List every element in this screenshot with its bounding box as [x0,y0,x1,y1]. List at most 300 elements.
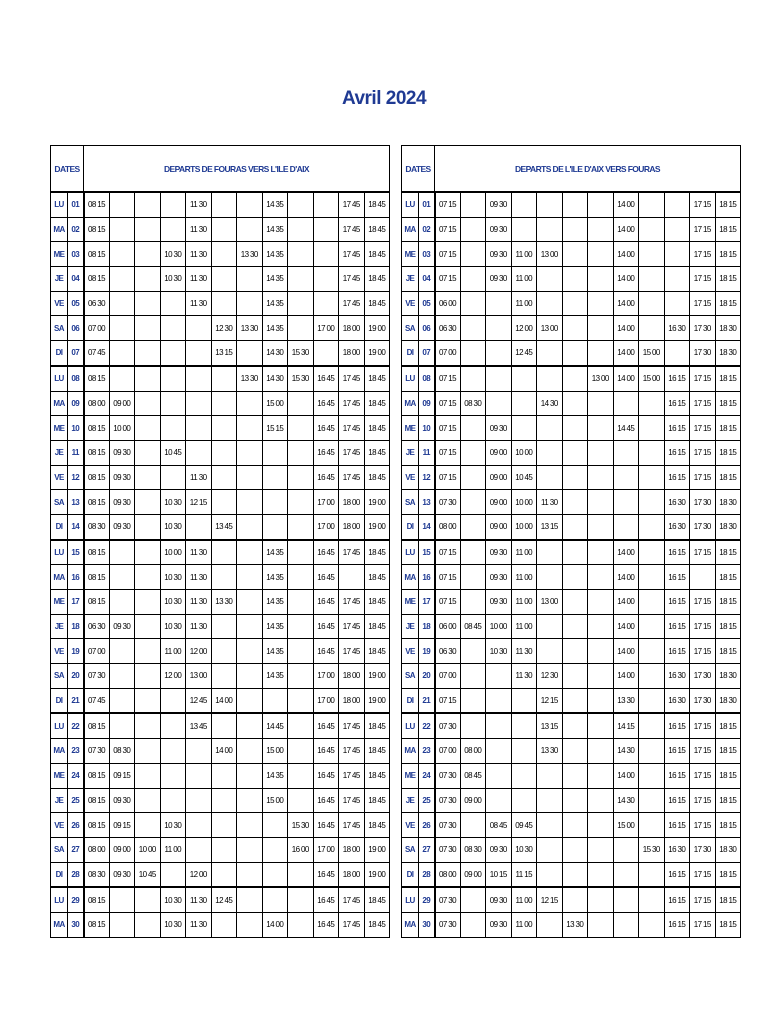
departure-time-cell: 17 15 [690,813,716,838]
date-number-cell: 19 [419,639,435,664]
departure-time-cell [690,565,716,590]
departure-time-cell: 14 00 [613,291,639,316]
departure-time-cell [237,514,263,539]
departure-time-cell [460,291,486,316]
departure-time-cell: 17 00 [313,664,339,689]
departure-time-cell [160,366,186,391]
departure-time-cell: 08 15 [84,366,110,391]
departure-time-cell: 13 15 [537,713,563,738]
departure-time-cell [613,440,639,465]
departure-time-cell: 13 00 [537,590,563,615]
weekday-cell: SA [402,837,419,862]
departure-time-cell [135,465,161,490]
weekday-cell: ME [51,763,68,788]
departure-time-cell [664,341,690,366]
date-number-cell: 27 [419,837,435,862]
departure-time-cell [237,565,263,590]
departure-time-cell [460,416,486,441]
departure-time-cell [186,341,212,366]
departure-time-cell [588,713,614,738]
departure-time-cell: 10 00 [511,440,537,465]
weekday-cell: VE [51,465,68,490]
table-row [402,416,741,441]
departure-time-cell: 13 30 [537,739,563,764]
departure-time-cell: 07 30 [84,664,110,689]
departure-time-cell: 11 30 [186,291,212,316]
departure-time-cell [237,763,263,788]
departure-time-cell [211,291,237,316]
departure-time-cell: 18 15 [715,391,741,416]
departure-time-cell [639,614,665,639]
departure-time-cell [588,565,614,590]
weekday-cell: JE [51,614,68,639]
departure-time-cell [511,788,537,813]
table-row [402,565,741,590]
departure-time-cell: 13 30 [237,366,263,391]
departure-time-cell: 08 15 [84,763,110,788]
departure-time-cell: 17 15 [690,862,716,887]
departure-time-cell [109,341,135,366]
departure-time-cell: 14 00 [613,540,639,565]
departure-time-cell [135,912,161,937]
departure-time-cell: 17 45 [339,788,365,813]
departure-time-cell: 11 30 [186,887,212,912]
date-number-cell: 09 [419,391,435,416]
weekday-cell: MA [402,391,419,416]
departure-time-cell: 18 00 [339,862,365,887]
departure-time-cell: 09 30 [109,514,135,539]
departure-time-cell [588,490,614,515]
departure-time-cell: 17 15 [690,465,716,490]
departure-time-cell: 11 30 [186,565,212,590]
table-row [402,514,741,539]
weekday-cell: MA [51,739,68,764]
departure-time-cell: 18 45 [364,739,390,764]
departure-time-cell [639,565,665,590]
departure-time-cell: 17 15 [690,192,716,217]
departure-time-cell [664,291,690,316]
departure-time-cell: 18 30 [715,514,741,539]
departure-time-cell [288,664,314,689]
departure-time-cell [262,465,288,490]
departure-time-cell: 14 00 [613,242,639,267]
table-row [51,688,390,713]
departure-time-cell: 09 30 [486,416,512,441]
table-fouras-to-aix [50,145,390,938]
departure-time-cell: 08 00 [84,837,110,862]
departure-time-cell [588,465,614,490]
departure-time-cell: 14 35 [262,590,288,615]
departure-time-cell: 09 30 [486,267,512,292]
departure-time-cell: 16 15 [664,912,690,937]
departure-time-cell [537,639,563,664]
weekday-cell: ME [402,416,419,441]
departure-time-cell: 11 00 [511,614,537,639]
date-number-cell: 15 [68,540,84,565]
table-row [51,465,390,490]
departure-time-cell: 06 30 [435,316,461,341]
departure-time-cell: 18 15 [715,192,741,217]
departure-time-cell: 10 30 [160,614,186,639]
departure-time-cell: 12 15 [537,887,563,912]
departure-time-cell: 16 30 [664,664,690,689]
departure-time-cell: 09 00 [486,465,512,490]
departure-time-cell [537,217,563,242]
departure-time-cell [460,540,486,565]
departure-time-cell: 17 30 [690,514,716,539]
table-row [51,440,390,465]
departure-time-cell: 11 15 [511,862,537,887]
departure-time-cell [262,490,288,515]
date-number-cell: 17 [419,590,435,615]
departure-time-cell: 16 15 [664,366,690,391]
departure-time-cell: 13 15 [211,341,237,366]
departure-time-cell [460,465,486,490]
departure-time-cell [639,862,665,887]
departure-time-cell: 08 15 [84,217,110,242]
departure-time-cell: 17 45 [339,192,365,217]
departure-time-cell: 16 45 [313,614,339,639]
table-row [51,837,390,862]
departure-time-cell [588,514,614,539]
departure-time-cell [237,540,263,565]
departure-time-cell [237,267,263,292]
departure-time-cell [262,862,288,887]
departure-time-cell [562,514,588,539]
weekday-cell: VE [402,291,419,316]
weekday-cell: DI [51,514,68,539]
departure-time-cell: 16 15 [664,540,690,565]
departure-time-cell: 07 15 [435,366,461,391]
departure-time-cell: 16 45 [313,440,339,465]
date-number-cell: 17 [68,590,84,615]
date-number-cell: 11 [68,440,84,465]
departure-time-cell: 18 45 [364,763,390,788]
departure-time-cell [486,763,512,788]
departure-time-cell: 08 15 [84,267,110,292]
departure-time-cell [562,391,588,416]
departure-time-cell: 09 30 [109,440,135,465]
date-number-cell: 13 [419,490,435,515]
departure-time-cell [313,242,339,267]
departure-time-cell: 07 00 [435,341,461,366]
departure-time-cell [135,490,161,515]
departure-time-cell [109,887,135,912]
date-number-cell: 07 [68,341,84,366]
weekday-cell: ME [51,416,68,441]
departure-time-cell: 07 15 [435,590,461,615]
departure-time-cell: 16 45 [313,739,339,764]
departure-time-cell [613,465,639,490]
departure-time-cell: 18 30 [715,688,741,713]
departure-time-cell: 07 15 [435,540,461,565]
date-number-cell: 10 [68,416,84,441]
table-row [402,739,741,764]
weekday-cell: JE [51,440,68,465]
departure-time-cell [186,739,212,764]
departure-time-cell: 08 30 [460,391,486,416]
table-row [402,440,741,465]
weekday-cell: ME [402,763,419,788]
departure-time-cell: 16 30 [664,688,690,713]
departure-time-cell [237,614,263,639]
departure-time-cell: 13 30 [211,590,237,615]
weekday-cell: MA [402,217,419,242]
departure-time-cell: 18 15 [715,291,741,316]
departure-time-cell [186,788,212,813]
date-number-cell: 05 [68,291,84,316]
weekday-cell: JE [51,788,68,813]
departure-time-cell [135,440,161,465]
departure-time-cell [211,837,237,862]
departure-time-cell [511,416,537,441]
table-row [402,590,741,615]
departure-time-cell: 07 30 [84,739,110,764]
date-number-cell: 29 [68,887,84,912]
departure-time-cell [562,837,588,862]
departure-time-cell [588,540,614,565]
departure-time-cell: 18 45 [364,788,390,813]
departure-time-cell: 15 00 [639,341,665,366]
table-row [402,465,741,490]
departure-time-cell: 17 45 [339,763,365,788]
departure-time-cell [562,688,588,713]
departure-time-cell: 07 30 [435,490,461,515]
table-row [402,862,741,887]
table-row [402,540,741,565]
weekday-cell: LU [402,192,419,217]
date-number-cell: 24 [68,763,84,788]
departure-time-cell: 08 00 [435,862,461,887]
departure-time-cell: 18 45 [364,366,390,391]
departure-time-cell [639,291,665,316]
departure-time-cell: 18 45 [364,267,390,292]
departure-time-cell: 11 00 [160,837,186,862]
departure-time-cell [135,267,161,292]
departure-time-cell: 17 15 [690,366,716,391]
departure-time-cell [313,341,339,366]
departure-time-cell: 17 15 [690,291,716,316]
departure-time-cell: 13 00 [588,366,614,391]
table-row [402,713,741,738]
departure-time-cell: 08 15 [84,565,110,590]
departure-time-cell: 14 00 [613,366,639,391]
date-number-cell: 26 [68,813,84,838]
departure-time-cell: 18 00 [339,490,365,515]
departure-time-cell: 19 00 [364,316,390,341]
departure-time-cell: 09 30 [486,912,512,937]
table-row [402,837,741,862]
departure-time-cell: 17 45 [339,366,365,391]
weekday-cell: ME [402,242,419,267]
departure-time-cell [511,713,537,738]
departure-time-cell [186,440,212,465]
departure-time-cell [313,291,339,316]
departure-time-cell: 15 00 [262,391,288,416]
departure-time-cell: 07 30 [435,788,461,813]
departure-time-cell [486,391,512,416]
table-row [402,217,741,242]
departure-time-cell [186,763,212,788]
table-row [51,217,390,242]
departure-time-cell [639,887,665,912]
departure-time-cell: 16 15 [664,465,690,490]
departure-time-cell [562,713,588,738]
departure-time-cell: 07 15 [435,465,461,490]
departure-time-cell [109,242,135,267]
departure-time-cell: 18 15 [715,416,741,441]
departure-time-cell: 11 00 [511,242,537,267]
weekday-cell: MA [51,912,68,937]
departure-time-cell [288,887,314,912]
departure-time-cell [288,688,314,713]
departure-time-cell: 11 00 [511,887,537,912]
departure-time-cell: 16 15 [664,440,690,465]
departure-time-cell [135,366,161,391]
date-number-cell: 28 [68,862,84,887]
departure-time-cell [460,813,486,838]
departure-time-cell [588,590,614,615]
departure-time-cell: 18 45 [364,416,390,441]
departure-time-cell: 08 00 [435,514,461,539]
weekday-cell: SA [51,664,68,689]
departure-time-cell: 18 15 [715,614,741,639]
weekday-cell: MA [402,739,419,764]
departure-time-cell [262,813,288,838]
date-number-cell: 13 [68,490,84,515]
departure-time-cell: 16 15 [664,763,690,788]
departure-time-cell [237,739,263,764]
departure-time-cell [486,341,512,366]
date-number-cell: 02 [68,217,84,242]
departure-time-cell: 17 30 [690,490,716,515]
departure-time-cell [211,217,237,242]
departure-time-cell [537,912,563,937]
departure-time-cell: 17 15 [690,391,716,416]
departure-time-cell: 17 45 [339,540,365,565]
departure-time-cell [639,713,665,738]
departure-time-cell [288,540,314,565]
weekday-cell: DI [51,862,68,887]
departure-time-cell: 17 00 [313,490,339,515]
departure-time-cell [588,341,614,366]
departure-time-cell [562,465,588,490]
weekday-cell: MA [51,565,68,590]
departure-time-cell: 11 00 [511,590,537,615]
departure-time-cell [588,639,614,664]
departure-time-cell [211,366,237,391]
departure-time-cell: 10 30 [160,912,186,937]
departure-time-cell [639,514,665,539]
departure-time-cell: 17 45 [339,912,365,937]
departure-time-cell: 14 35 [262,664,288,689]
departure-time-cell: 07 00 [435,664,461,689]
departure-time-cell [237,590,263,615]
table-row [51,341,390,366]
departure-time-cell [109,713,135,738]
date-number-cell: 12 [68,465,84,490]
departure-time-cell: 11 00 [511,291,537,316]
date-number-cell: 16 [419,565,435,590]
departure-time-cell [613,912,639,937]
departure-time-cell [135,590,161,615]
departure-time-cell: 12 00 [160,664,186,689]
departure-time-cell [288,862,314,887]
table-row [402,912,741,937]
departure-time-cell: 18 45 [364,887,390,912]
departure-time-cell [639,763,665,788]
departure-time-cell [160,465,186,490]
departure-time-cell: 18 15 [715,639,741,664]
date-number-cell: 22 [419,713,435,738]
departure-time-cell [588,837,614,862]
date-number-cell: 18 [419,614,435,639]
departure-time-cell: 14 00 [613,664,639,689]
departure-time-cell: 12 45 [211,887,237,912]
departure-time-cell [135,217,161,242]
table-row [51,540,390,565]
departure-time-cell [237,391,263,416]
date-number-cell: 21 [419,688,435,713]
departure-time-cell [562,490,588,515]
departure-time-cell [135,391,161,416]
table-row [51,316,390,341]
departure-time-cell [160,391,186,416]
departure-time-cell: 18 45 [364,590,390,615]
departure-time-cell: 15 00 [613,813,639,838]
departure-time-cell [160,739,186,764]
departure-time-cell: 08 45 [460,614,486,639]
departure-time-cell [639,813,665,838]
departure-time-cell: 16 45 [313,540,339,565]
departure-time-cell [135,316,161,341]
departure-time-cell: 07 00 [435,739,461,764]
weekday-cell: SA [402,316,419,341]
departure-time-cell: 10 30 [160,242,186,267]
departure-time-cell [186,391,212,416]
departure-time-cell: 09 30 [109,614,135,639]
departure-time-cell: 10 00 [135,837,161,862]
departure-time-cell [639,912,665,937]
date-number-cell: 22 [68,713,84,738]
departure-time-cell: 10 00 [109,416,135,441]
departure-time-cell: 09 30 [486,192,512,217]
departure-time-cell [288,465,314,490]
departure-time-cell: 14 00 [262,912,288,937]
departure-time-cell [562,664,588,689]
departure-time-cell [211,639,237,664]
departure-time-cell [460,366,486,391]
weekday-cell: LU [51,540,68,565]
weekday-cell: LU [402,366,419,391]
departure-time-cell: 09 30 [486,565,512,590]
departure-time-cell [237,664,263,689]
weekday-cell: DI [51,688,68,713]
departure-time-cell: 16 15 [664,590,690,615]
departure-time-cell: 16 15 [664,614,690,639]
departure-time-cell [288,267,314,292]
departure-time-cell: 12 30 [211,316,237,341]
departure-time-cell: 17 15 [690,887,716,912]
departure-time-cell [460,514,486,539]
departure-time-cell: 10 30 [486,639,512,664]
departure-time-cell: 09 30 [486,217,512,242]
departure-time-cell: 09 15 [109,763,135,788]
departure-time-cell: 18 00 [339,837,365,862]
departure-time-cell [186,837,212,862]
table-row [402,664,741,689]
departure-time-cell [537,813,563,838]
